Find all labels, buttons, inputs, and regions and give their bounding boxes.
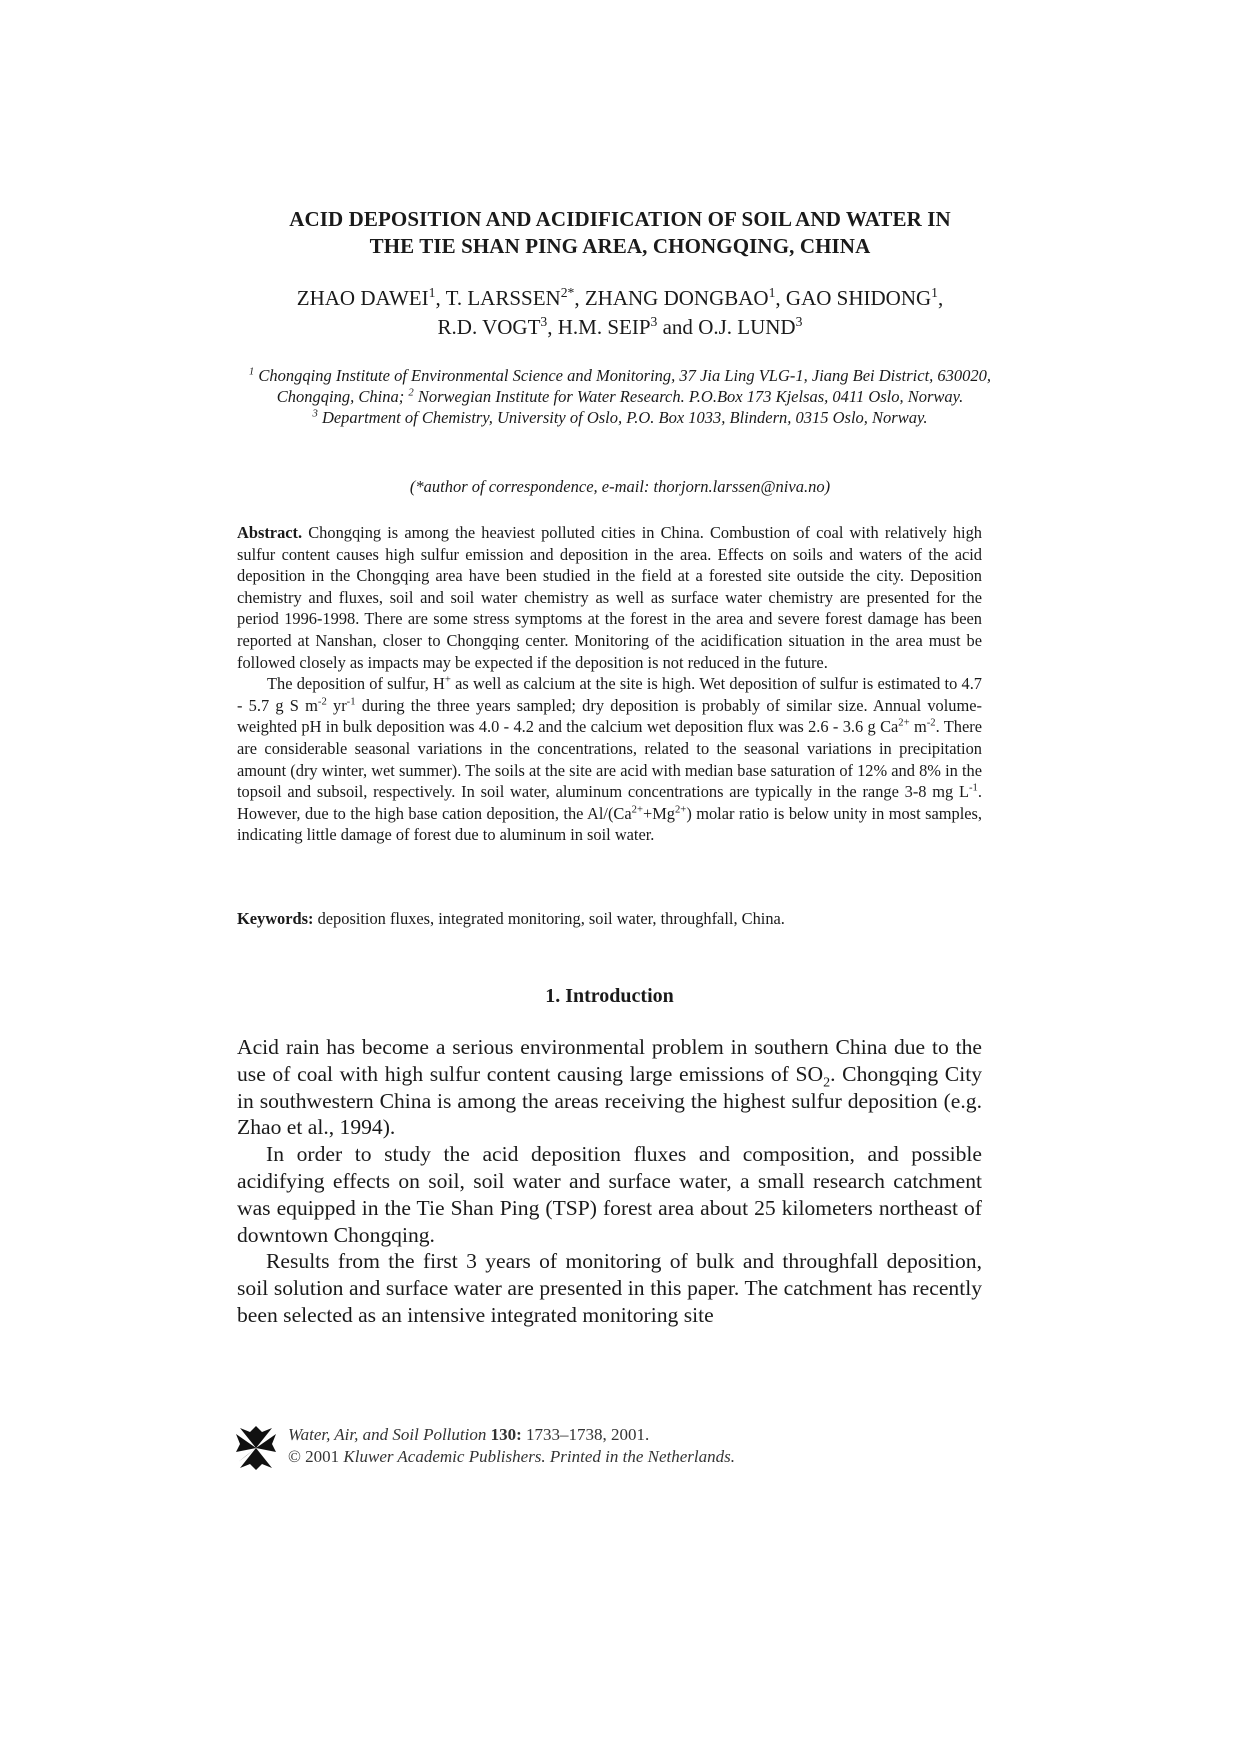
- author-name: ZHANG DONGBAO: [584, 286, 769, 310]
- affil-mark: 2: [408, 386, 414, 399]
- author-name: ZHAO DAWEI: [296, 286, 429, 310]
- journal-pages: 1733–1738, 2001.: [526, 1425, 650, 1444]
- page-footer: [236, 1424, 936, 1484]
- abstract-text: ) molar ratio is below unity in most samples, indicating little damage of forest due to aluminum in soil water.: [237, 803, 983, 845]
- journal-citation: [288, 1424, 735, 1446]
- superscript: -2: [317, 696, 327, 708]
- copyright-line: [288, 1446, 735, 1468]
- title-line-1: ACID DEPOSITION AND ACIDIFICATION OF SOIL AND WATER IN: [289, 207, 951, 231]
- title-line-2: THE TIE SHAN PING AREA, CHONGQING, CHINA: [369, 234, 871, 258]
- affiliations: [240, 365, 1000, 428]
- abstract-text: . However, due to the high base cation deposition, the Al/(Ca: [237, 782, 982, 823]
- paper-title: [200, 206, 1040, 260]
- citation-block: [288, 1424, 735, 1468]
- abstract-text: The deposition of sulfur, H: [267, 674, 445, 694]
- abstract-text: +Mg: [642, 803, 675, 823]
- section-heading: 1. Introduction: [545, 985, 674, 1007]
- author-affil-mark: 3: [650, 314, 658, 329]
- superscript: -1: [969, 782, 978, 794]
- affiliation-3: Department of Chemistry, University of Oslo, P.O. Box 1033, Blindern, 0315 Oslo, Norway.: [321, 408, 928, 427]
- superscript: 2+: [898, 717, 910, 729]
- correspondence-note: (*author of correspondence, e-mail: thorjorn.larssen@niva.no): [409, 477, 831, 496]
- abstract: [237, 522, 982, 846]
- author-conjunction: and: [662, 315, 693, 339]
- affiliation-2: Norwegian Institute for Water Research. P.O.Box 173 Kjelsas, 0411 Oslo, Norway.: [417, 387, 964, 406]
- abstract-paragraph-2: [237, 673, 982, 846]
- copyright-year: © 2001: [288, 1447, 340, 1466]
- author-name: T. LARSSEN: [445, 286, 561, 310]
- author-name: O.J. LUND: [698, 315, 796, 339]
- superscript: 2+: [674, 804, 687, 816]
- author-name: H.M. SEIP: [557, 315, 651, 339]
- author-affil-mark: 1: [931, 285, 938, 300]
- keywords-text: deposition fluxes, integrated monitoring, soil water, throughfall, China.: [313, 909, 785, 928]
- intro-paragraph-3: Results from the first 3 years of monitoring of bulk and throughfall deposition, soil solution and surface water are presented in this paper. The catchment has recently been selected as an intensive integrated monitoring site: [237, 1249, 982, 1327]
- affiliation-1: Chongqing Institute of Environmental Science and Monitoring, 37 Jia Ling VLG-1, Jiang Bei District, 630020, Chongqing, China;: [258, 366, 992, 406]
- author-affil-mark: 3: [540, 314, 548, 329]
- superscript: +: [444, 674, 451, 686]
- author-affil-mark: 1: [768, 285, 776, 300]
- author-name: GAO SHIDONG: [785, 286, 932, 310]
- affil-mark: 1: [248, 365, 255, 378]
- author-line-2: R.D. VOGT$^3$, H.M. SEIP$^3$ and O.J. LUND$^3$: [437, 314, 803, 339]
- intro-paragraph-1: [237, 1034, 982, 1141]
- publisher-note: Kluwer Academic Publishers. Printed in the Netherlands.: [343, 1447, 736, 1466]
- intro-text: . Chongqing City in southwestern China is among the areas receiving the highest sulfur deposition (e.g. Zhao et al., 1994).: [237, 1061, 983, 1140]
- kluwer-logo-icon: [236, 1426, 276, 1470]
- journal-name: Water, Air, and Soil Pollution: [288, 1425, 487, 1444]
- abstract-text: m: [909, 717, 927, 737]
- intro-paragraph-2: In order to study the acid deposition fluxes and composition, and possible acidifying effects on soil, soil water and surface water, a small research catchment was equipped in the Tie Shan Ping (TSP) forest area about 25 kilometers northeast of downtown Chongqing.: [237, 1142, 982, 1247]
- author-list: [200, 284, 1040, 342]
- superscript: -1: [346, 696, 356, 708]
- journal-volume: 130:: [490, 1425, 522, 1444]
- author-affil-mark: 2*: [560, 285, 575, 300]
- superscript: -2: [926, 717, 936, 729]
- abstract-text: . There are considerable seasonal variations in the concentrations, related to the seasonal variations in precipitation amount (dry winter, wet summer). The soils at the site are acid with median base saturation of 12% and 8% in the topsoil and subsoil, respectively. In soil water, aluminum concentrations are typically in the range 3-8 mg L: [237, 717, 982, 802]
- abstract-label: Abstract.: [237, 523, 303, 542]
- subscript: 2: [823, 1074, 831, 1091]
- author-affil-mark: 1: [428, 285, 436, 300]
- abstract-paragraph-1: [237, 522, 982, 673]
- abstract-text: Chongqing is among the heaviest polluted cities in China. Combustion of coal with relatively high sulfur content causes high sulfur emission and deposition in the area. Effects on soils and waters of the acid deposition in the Chongqing area have been studied in the field at a forested site outside the city. Deposition chemistry and fluxes, soil and soil water chemistry as well as surface water chemistry are presented for the period 1996-1998. There are some stress symptoms at the forest in the area and severe forest damage has been reported at Nanshan, closer to Chongqing center. Monitoring of the acidification situation in the area must be followed closely as impacts may be expected if the deposition is not reduced in the future.: [237, 523, 982, 672]
- introduction-body: [237, 1034, 982, 1329]
- superscript: 2+: [631, 804, 643, 816]
- author-affil-mark: 3: [795, 314, 803, 329]
- intro-text: Acid rain has become a serious environmental problem in southern China due to the use of coal with high sulfur content causing large emissions of SO: [237, 1035, 982, 1086]
- abstract-text: yr: [326, 695, 347, 715]
- keywords: [237, 908, 982, 930]
- keywords-label: Keywords:: [237, 909, 314, 928]
- abstract-text: as well as calcium at the site is high. Wet deposition of sulfur is estimated to 4.7 - 5.7 g S m: [237, 674, 983, 715]
- abstract-text: during the three years sampled; dry deposition is probably of similar size. Annual volume-weighted pH in bulk deposition was 4.0 - 4.2 and the calcium wet deposition flux was 2.6 - 3.6 g Ca: [237, 695, 982, 737]
- author-name: R.D. VOGT: [437, 315, 541, 339]
- affil-mark: 3: [312, 407, 318, 420]
- author-line-1: ZHAO DAWEI$^1$, T. $LARSSEN^{2*}$, ZHANG DONGBAO$^1$, GAO SHIDONG$^1$,: [296, 285, 944, 310]
